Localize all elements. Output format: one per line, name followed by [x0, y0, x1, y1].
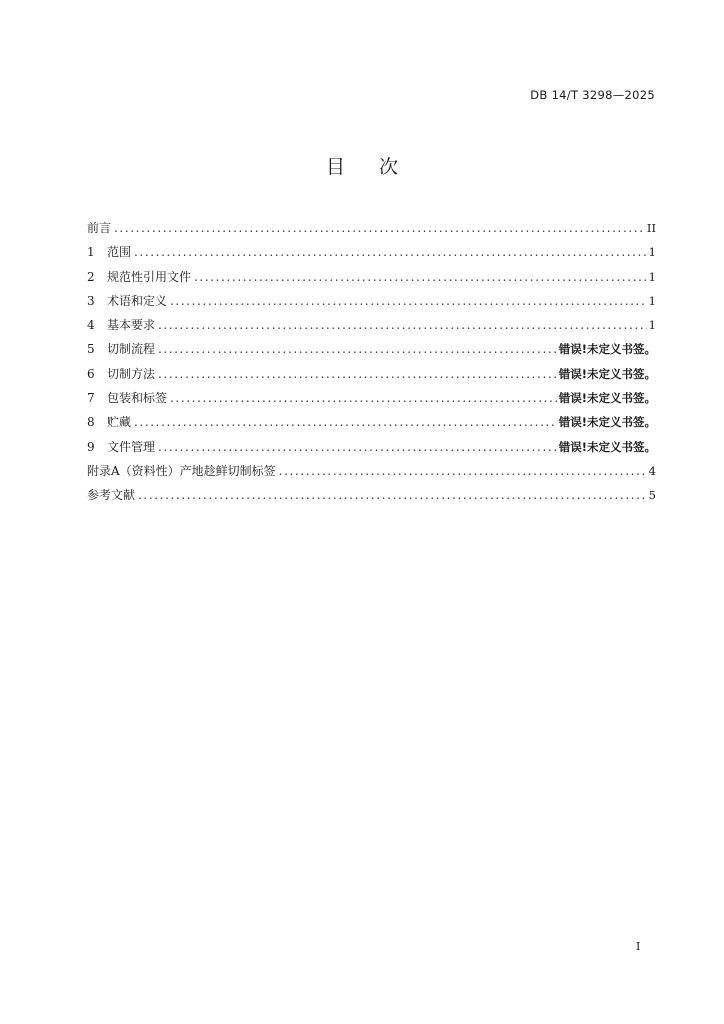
toc-entry-page-error: 错误!未定义书签。 [558, 366, 656, 381]
toc-entry-number: 3 [87, 293, 95, 308]
toc-leader-dots [158, 318, 647, 332]
toc-entry-label: 规范性引用文件 [107, 269, 192, 284]
toc-list [87, 219, 656, 511]
toc-entry-page-error: 错误!未定义书签。 [558, 439, 656, 454]
toc-entry-foreword[interactable] [87, 219, 656, 243]
toc-entry-terms-definitions[interactable] [87, 292, 656, 316]
toc-entry-packaging-labeling[interactable] [87, 389, 656, 413]
toc-entry-scope[interactable] [87, 243, 656, 267]
toc-entry-cutting-method[interactable] [87, 365, 656, 389]
toc-entry-label: 切制方法 [107, 366, 156, 381]
toc-leader-dots [158, 440, 557, 454]
toc-entry-number: 1 [87, 245, 95, 260]
toc-entry-number: 9 [87, 439, 95, 454]
toc-leader-dots [134, 245, 647, 259]
toc-entry-cutting-process[interactable] [87, 340, 656, 364]
toc-title-part2: 次 [379, 156, 399, 178]
toc-entry-number: 8 [87, 415, 95, 430]
toc-entry-number: 6 [87, 366, 95, 381]
toc-entry-number: 7 [87, 391, 95, 406]
toc-leader-dots [114, 221, 645, 235]
toc-leader-dots [134, 415, 557, 429]
toc-leader-dots [158, 367, 557, 381]
toc-entry-label: 文件管理 [107, 439, 156, 454]
toc-entry-number: 2 [87, 269, 95, 284]
toc-entry-bibliography[interactable] [87, 486, 656, 510]
toc-entry-page: II [646, 221, 656, 235]
toc-leader-dots [194, 270, 647, 284]
toc-entry-label: 参考文献 [87, 488, 136, 503]
toc-entry-label: 术语和定义 [107, 293, 168, 308]
toc-entry-label: 包装和标签 [107, 391, 168, 406]
toc-entry-page: 4 [648, 463, 656, 478]
toc-title [0, 152, 724, 179]
toc-leader-dots [170, 294, 647, 308]
toc-leader-dots [279, 464, 647, 478]
toc-entry-label: 附录A（资料性）产地趁鲜切制标签 [87, 463, 276, 478]
toc-entry-label: 贮藏 [107, 415, 132, 430]
toc-entry-storage[interactable] [87, 413, 656, 437]
toc-leader-dots [158, 342, 557, 356]
toc-entry-number: 5 [87, 342, 95, 357]
toc-entry-page: 1 [648, 293, 656, 308]
toc-entry-document-management[interactable] [87, 438, 656, 462]
toc-entry-basic-requirements[interactable] [87, 316, 656, 340]
toc-entry-page: 5 [648, 488, 656, 503]
toc-entry-label: 范围 [107, 245, 132, 260]
toc-entry-page-error: 错误!未定义书签。 [558, 342, 656, 357]
toc-leader-dots [170, 391, 557, 405]
toc-entry-page: 1 [648, 245, 656, 260]
toc-entry-normative-references[interactable] [87, 268, 656, 292]
toc-entry-label: 基本要求 [107, 318, 156, 333]
toc-entry-label: 切制流程 [107, 342, 156, 357]
toc-leader-dots [138, 488, 647, 502]
toc-entry-page-error: 错误!未定义书签。 [558, 415, 656, 430]
standard-code: DB 14/T 3298—2025 [530, 88, 655, 102]
toc-title-part1: 目 [325, 156, 345, 178]
toc-entry-appendix-a[interactable] [87, 462, 656, 486]
page-number: I [636, 940, 641, 953]
toc-entry-page: 1 [648, 318, 656, 333]
toc-entry-page: 1 [648, 269, 656, 284]
toc-entry-label: 前言 [87, 221, 112, 235]
toc-entry-page-error: 错误!未定义书签。 [558, 391, 656, 406]
toc-entry-number: 4 [87, 318, 95, 333]
